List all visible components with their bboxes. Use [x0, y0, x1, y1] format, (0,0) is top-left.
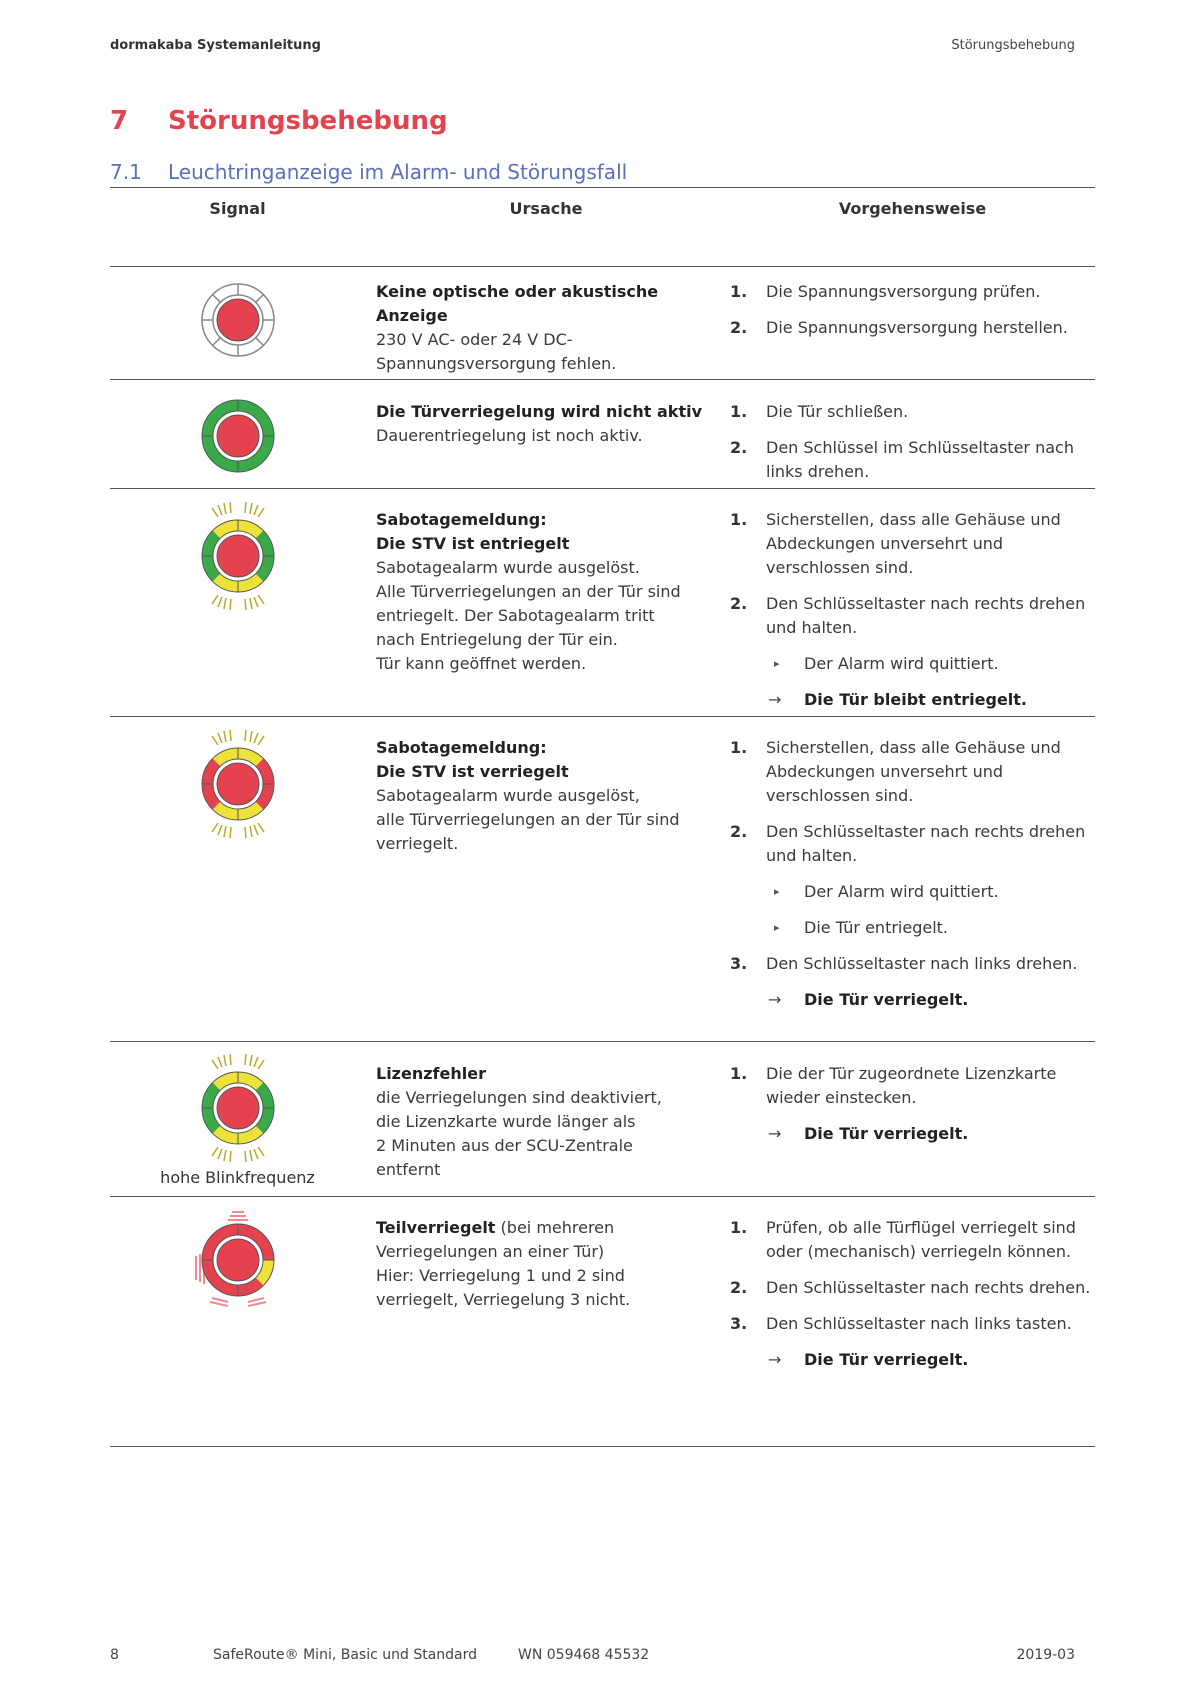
arrow-right-icon: → [768, 1350, 782, 1369]
procedure-substep: ▸ Die Tür entriegelt. [730, 916, 1100, 940]
running-header-right: Störungsbehebung [951, 38, 1075, 53]
footer-product: SafeRoute® Mini, Basic und Standard [213, 1647, 478, 1663]
procedure-cell [730, 280, 1100, 352]
cause-title: Sabotagemeldung: [376, 510, 547, 529]
procedure-step: 1. Die Tür schließen. [730, 402, 909, 421]
row-rule [110, 1196, 1095, 1197]
cause-text: entriegelt. Der Sabotagealarm tritt [376, 606, 655, 625]
col-header-procedure: Vorgehensweise [838, 199, 987, 218]
procedure-step: 2. Den Schlüsseltaster nach rechts drehen und halten. [730, 822, 1086, 865]
signal-note: hohe Blinkfrequenz [160, 1168, 315, 1187]
procedure-step: 2. Den Schlüsseltaster nach rechts drehen und halten. [730, 594, 1086, 637]
table-top-rule [110, 187, 1095, 188]
section-number: 7.1 [110, 160, 142, 184]
led-ring-red-partial-blinking-icon [188, 1210, 288, 1310]
cause-text: 2 Minuten aus der SCU-Zentrale [376, 1136, 633, 1155]
led-ring-green-yellow-fast-blinking-icon [193, 1052, 283, 1164]
procedure-step: 1. Prüfen, ob alle Türflügel verriegelt sind oder (mechanisch) verriegeln können. [730, 1218, 1076, 1261]
signal-cell [110, 1052, 365, 1187]
cause-text: Sabotagealarm wurde ausgelöst. [376, 558, 640, 577]
signal-cell [110, 500, 365, 612]
signal-cell [110, 280, 365, 360]
cause-cell [376, 508, 706, 676]
chapter-title: Störungsbehebung [168, 106, 448, 136]
led-ring-red-yellow-blinking-icon [193, 728, 283, 840]
cause-title: Die STV ist entriegelt [376, 534, 570, 553]
row-rule [110, 1041, 1095, 1042]
procedure-step: 1. Die Spannungsversorgung prüfen. [730, 282, 1041, 301]
cause-text: die Verriegelungen sind deaktiviert, [376, 1088, 662, 1107]
procedure-substep: ▸ Der Alarm wird quittiert. [730, 652, 1100, 676]
procedure-cell [730, 1062, 1100, 1156]
procedure-substep: ▸ Der Alarm wird quittiert. [730, 880, 1100, 904]
row-rule [110, 488, 1095, 489]
procedure-step: 3. Den Schlüsseltaster nach links drehen. [730, 954, 1078, 973]
cause-text: 230 V AC- oder 24 V DC- [376, 330, 573, 349]
cause-title: Die Türverriegelung wird nicht aktiv [376, 402, 702, 421]
cause-title: Keine optische oder akustische [376, 282, 659, 301]
col-header-signal: Signal [209, 199, 266, 218]
procedure-step: 1. Sicherstellen, dass alle Gehäuse und Abdeckungen unversehrt und verschlossen sind. [730, 510, 1061, 577]
footer-page-number: 8 [110, 1647, 119, 1663]
cause-text: verriegelt, Verriegelung 3 nicht. [376, 1290, 631, 1309]
row-rule [110, 379, 1095, 380]
bullet-triangle-icon: ▸ [774, 885, 780, 898]
cause-title: Sabotagemeldung: [376, 738, 547, 757]
chapter-number: 7 [110, 106, 129, 136]
running-header-left: dormakaba Systemanleitung [110, 38, 321, 53]
cause-title: Teilverriegelt [376, 1218, 496, 1237]
procedure-step: 1. Die der Tür zugeordnete Lizenzkarte wieder einstecken. [730, 1064, 1057, 1107]
procedure-result: → Die Tür verriegelt. [730, 1348, 1100, 1372]
signal-cell [110, 728, 365, 840]
procedure-step: 1. Sicherstellen, dass alle Gehäuse und Abdeckungen unversehrt und verschlossen sind. [730, 738, 1061, 805]
cause-cell [376, 736, 706, 856]
cause-cell [376, 280, 706, 376]
procedure-result: → Die Tür bleibt entriegelt. [730, 688, 1100, 712]
arrow-right-icon: → [768, 690, 782, 709]
procedure-step: 2. Den Schlüsseltaster nach rechts drehen. [730, 1278, 1091, 1297]
section-title: Leuchtringanzeige im Alarm- und Störungsfall [168, 160, 628, 184]
led-ring-off-icon [198, 280, 278, 360]
footer-date: 2019-03 [1016, 1647, 1075, 1663]
cause-text: die Lizenzkarte wurde länger als [376, 1112, 636, 1131]
cause-text: entfernt [376, 1160, 441, 1179]
cause-title: Lizenzfehler [376, 1064, 486, 1083]
procedure-cell [730, 508, 1100, 722]
procedure-result: → Die Tür verriegelt. [730, 1122, 1100, 1146]
procedure-cell [730, 1216, 1100, 1382]
col-header-cause: Ursache [509, 199, 583, 218]
cause-text: Sabotagealarm wurde ausgelöst, [376, 786, 640, 805]
cause-title: Die STV ist verriegelt [376, 762, 569, 781]
cause-cell [376, 1062, 706, 1182]
arrow-right-icon: → [768, 1124, 782, 1143]
signal-cell [110, 396, 365, 476]
table-bottom-rule [110, 1446, 1095, 1447]
cause-cell [376, 1216, 706, 1312]
cause-text: Tür kann geöffnet werden. [376, 654, 587, 673]
signal-cell [110, 1210, 365, 1310]
cause-title: Anzeige [376, 306, 448, 325]
procedure-result: → Die Tür verriegelt. [730, 988, 1100, 1012]
led-ring-green-icon [198, 396, 278, 476]
procedure-cell [730, 400, 1100, 496]
footer-doc-number: WN 059468 45532 [518, 1647, 650, 1663]
cause-text: Alle Türverriegelungen an der Tür sind [376, 582, 681, 601]
bullet-triangle-icon: ▸ [774, 657, 780, 670]
cause-cell [376, 400, 706, 448]
chapter-heading [110, 106, 448, 136]
arrow-right-icon: → [768, 990, 782, 1009]
header-rule [110, 266, 1095, 267]
cause-text: nach Entriegelung der Tür ein. [376, 630, 618, 649]
row-rule [110, 716, 1095, 717]
procedure-step: 2. Die Spannungsversorgung herstellen. [730, 318, 1068, 337]
cause-text: verriegelt. [376, 834, 459, 853]
procedure-step: 2. Den Schlüssel im Schlüsseltaster nach links drehen. [730, 438, 1074, 481]
procedure-cell [730, 736, 1100, 1022]
cause-text: (bei mehreren [495, 1218, 615, 1237]
cause-text: Spannungsversorgung fehlen. [376, 354, 617, 373]
led-ring-green-yellow-blinking-icon [193, 500, 283, 612]
procedure-step: 3. Den Schlüsseltaster nach links tasten. [730, 1314, 1072, 1333]
cause-text: alle Türverriegelungen an der Tür sind [376, 810, 680, 829]
bullet-triangle-icon: ▸ [774, 921, 780, 934]
cause-text: Dauerentriegelung ist noch aktiv. [376, 426, 643, 445]
cause-text: Verriegelungen an einer Tür) [376, 1242, 605, 1261]
cause-text: Hier: Verriegelung 1 und 2 sind [376, 1266, 625, 1285]
section-heading [110, 160, 627, 184]
